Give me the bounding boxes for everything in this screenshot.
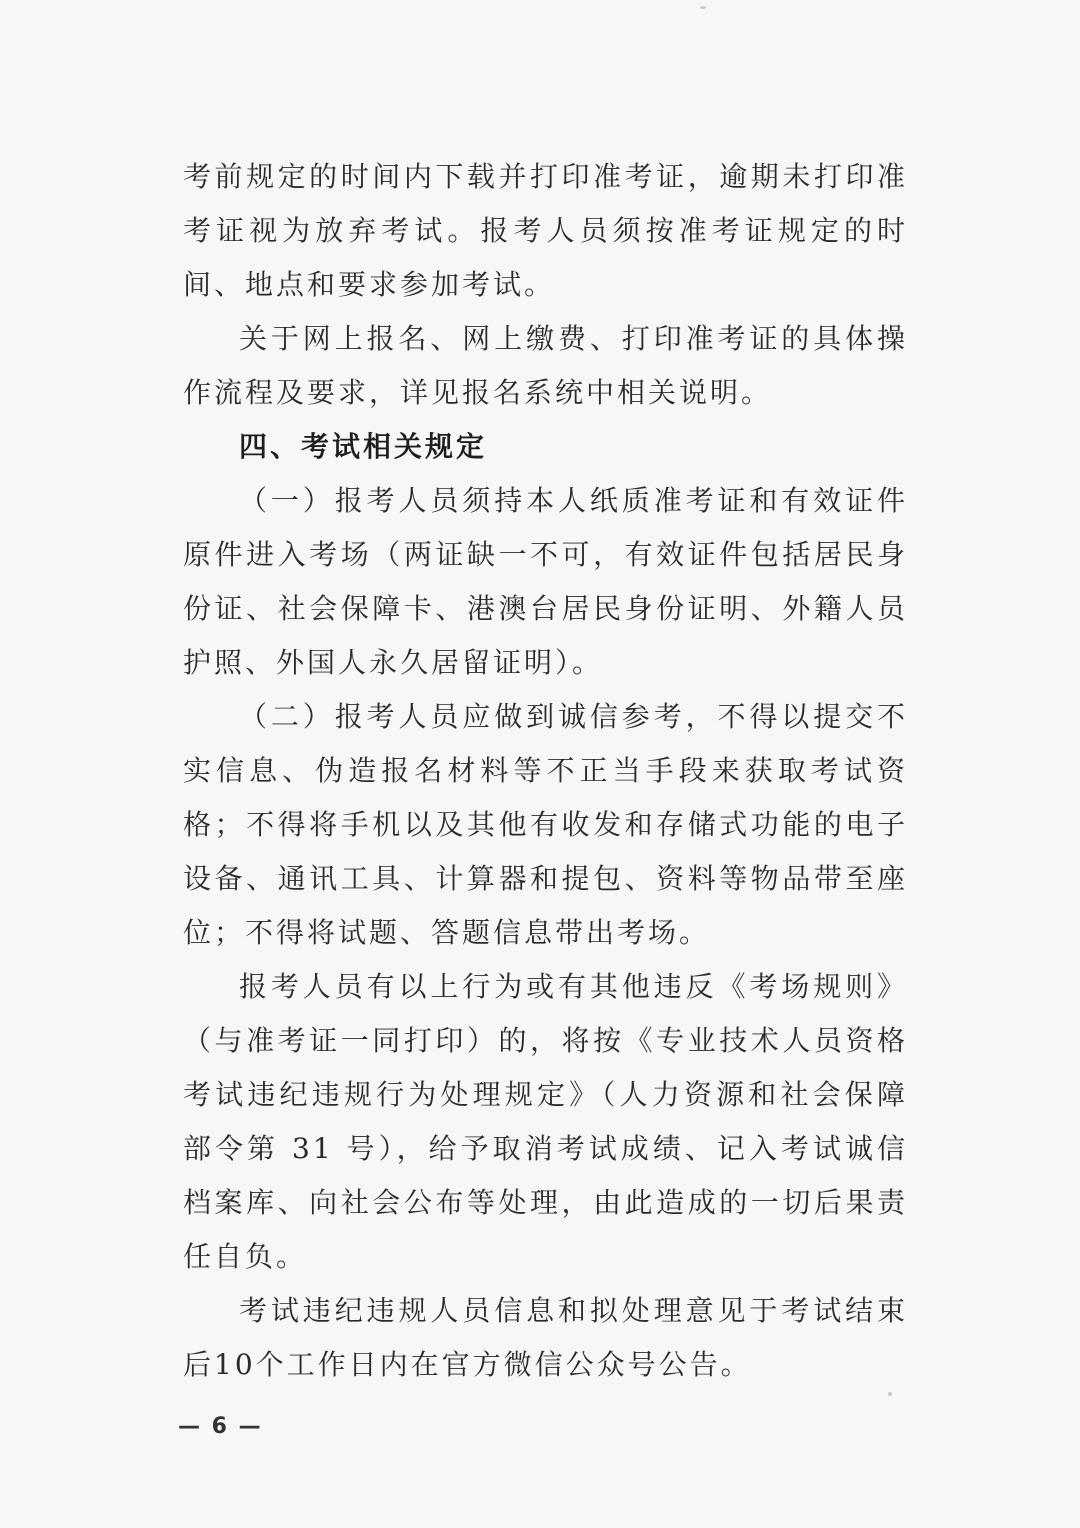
section-heading-exam-rules: 四、考试相关规定: [239, 430, 488, 463]
paragraph-rule-1-documents: （一）报考人员须持本人纸质准考证和有效证件原件进入考场（两证缺一不可，有效证件包括居民身份证、社会保障卡、港澳台居民身份证明、外籍人员护照、外国人永久居留证明）。: [183, 484, 908, 679]
page-number: — 6 —: [178, 1414, 263, 1439]
paragraph-violation-penalty: 报考人员有以上行为或有其他违反《考场规则》（与准考证一同打印）的，将按《专业技术人员资格考试违纪违规行为处理规定》（人力资源和社会保障部令第 31 号），给予取消考试成绩、记入考试诚信档案库、向社会公布等处理，由此造成的一切后果责任自负。: [183, 970, 908, 1273]
scan-speck: [700, 6, 706, 9]
paragraph-admission-ticket-deadline: 考前规定的时间内下载并打印准考证，逾期未打印准考证视为放弃考试。报考人员须按准考证规定的时间、地点和要求参加考试。: [183, 160, 908, 301]
paragraph-online-registration-info: 关于网上报名、网上缴费、打印准考证的具体操作流程及要求，详见报名系统中相关说明。: [183, 322, 908, 409]
paragraph-rule-2-integrity: （二）报考人员应做到诚信参考，不得以提交不实信息、伪造报名材料等不正当手段来获取考试资格；不得将手机以及其他有收发和存储式功能的电子设备、通讯工具、计算器和提包、资料等物品带至座位；不得将试题、答题信息带出考场。: [183, 700, 908, 949]
document-body: [183, 150, 908, 1392]
paragraph-violation-announcement: 考试违纪违规人员信息和拟处理意见于考试结束后10个工作日内在官方微信公众号公告。: [183, 1294, 908, 1381]
scan-speck: [888, 1392, 892, 1396]
